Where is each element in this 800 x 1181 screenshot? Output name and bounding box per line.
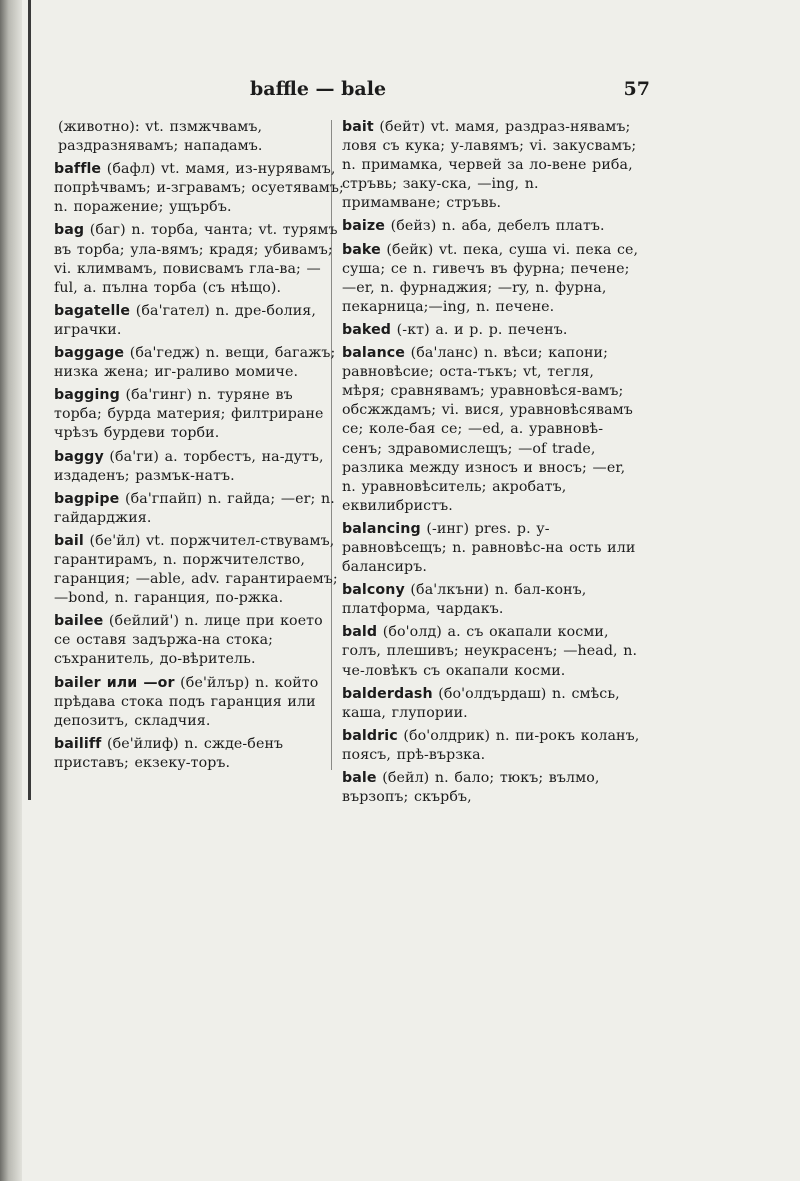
headword: bait <box>342 119 374 135</box>
headword: baldric <box>342 727 398 744</box>
dictionary-entry: bailee (бейлий') n. лице при което се оставя задържа-на стока; съхранитель, до-вѣритель. <box>54 613 323 668</box>
headword: bagatelle <box>54 302 131 319</box>
headword: balderdash <box>342 685 433 702</box>
headword: balance <box>342 345 405 362</box>
headword: baize <box>342 218 385 235</box>
headword: baggage <box>54 345 125 362</box>
headword: bagpipe <box>54 490 120 507</box>
dictionary-entry: baggage (ба'гедж) n. вещи, багажъ; низка жена; иг-раливо момиче. <box>54 345 336 381</box>
page-binding-shadow <box>0 0 22 1181</box>
dictionary-entry: bale (бейл) n. бало; тюкъ; вълмо, вързопъ; скърбъ, <box>342 770 600 806</box>
headword: baffle <box>54 161 102 178</box>
headword: bagging <box>54 387 120 404</box>
headword: baked <box>342 321 392 338</box>
dictionary-entry: bailer или —or (бе'йлър) n. който прѣдава стока подъ гаранция или депозитъ, складчия. <box>54 674 319 729</box>
headword: balancing <box>342 520 421 537</box>
dictionary-entry: balderdash (бо'олдърдаш) n. смѣсь, каша, глупории. <box>342 685 620 721</box>
headword: bail <box>54 532 84 549</box>
headword: bald <box>342 624 378 641</box>
headword: bailiff <box>54 735 102 752</box>
dictionary-entry: bake (бейк) vt. пека, суша vi. пека се, суша; се n. гивечъ въ фурна; печене; —er, n. фурнаджия; —ry, n. фурна, пекарница;—ing, n. печене. <box>342 241 639 315</box>
dictionary-entry: baggy (ба'ги) a. торбестъ, на-дутъ, издаденъ; размък-натъ. <box>54 448 324 484</box>
right-column <box>342 118 640 811</box>
dictionary-entry: bagpipe (ба'гпайп) n. гайда; —er; n. гайдарджия. <box>54 490 335 526</box>
headword: bailer или —or <box>54 674 175 691</box>
page-number: 57 <box>623 78 650 100</box>
dictionary-entry: bald (бо'олд) a. съ окапали косми, голъ, плешивъ; неукрасенъ; —head, n. че-ловѣкъ съ окапали косми. <box>342 624 638 679</box>
dictionary-entry: balance (ба'ланс) n. вѣси; капони; равновѣсие; оста-тъкъ; vt, тегля, мѣря; сравнявамъ; уравновѣся-вамъ; обсжждамъ; vi. вися, уравновѣсявамъ се; коле-бая се; —ed, a. уравновѣ-сенъ; здравомислещъ; —of trade, разлика между износъ и вносъ; —er, n. уравновѣситель; акробатъ, еквилибристъ. <box>342 345 633 514</box>
dictionary-entry: bailiff (бе'йлиф) n. сжде-бенъ приставъ; екзеку-торъ. <box>54 735 284 771</box>
dictionary-entry: (животно): vt. пзмжчвамъ, раздразнявамъ; нападамъ. <box>58 119 263 155</box>
headword: balcony <box>342 582 405 599</box>
headword: baggy <box>54 448 104 465</box>
dictionary-entry: bait (бейт) vt. мамя, раздраз-нявамъ; ловя съ кука; у-лавямъ; vi. закусвамъ; n. примамка, червей за ло-вене риба, стръвь; заку-ска, —ing, n. примамване; стръвь. <box>342 119 637 212</box>
headword: bake <box>342 241 381 258</box>
dictionary-entry: baldric (бо'олдрик) n. пи-рокъ коланъ, поясъ, прѣ-вързка. <box>342 727 640 763</box>
page-header <box>250 78 650 108</box>
dictionary-entry: balancing (-инг) pres. p. у-равновѣсещъ; n. равновѣс-на ость или балансиръ. <box>342 520 636 576</box>
dictionary-entry: bail (бе'йл) vt. поржчител-ствувамъ, гарантирамъ, n. поржчителство, гаранция; —able, adv. гарантираемъ; —bond, n. гаранция, по-ржка. <box>54 532 338 607</box>
gutter-rule <box>28 0 31 800</box>
dictionary-entry: baffle (бафл) vt. мамя, из-нурявамъ, попрѣчвамъ; и-згравамъ; осуетявамъ; n. поражение; ущърбъ. <box>54 161 344 216</box>
left-column <box>46 118 344 777</box>
headword: bag <box>54 222 85 239</box>
dictionary-entry: baked (-кт) a. и p. p. печенъ. <box>342 321 568 338</box>
dictionary-entry: bagging (ба'гинг) n. туряне въ торба; бурда материя; филтриране чрѣзъ бурдеви торби. <box>54 387 324 442</box>
headword: bailee <box>54 613 104 630</box>
running-head: baffle — bale <box>250 78 387 100</box>
dictionary-entry: balcony (ба'лкъни) n. бал-конъ, платформа, чардакъ. <box>342 582 587 618</box>
headword: bale <box>342 770 377 786</box>
dictionary-entry: bag (баг) n. торба, чанта; vt. турямъ въ торба; ула-вямъ; крадя; убивамъ; vi. климвамъ, повисвамъ гла-ва; —ful, a. пълна торба (съ нѣщо). <box>54 222 338 296</box>
dictionary-entry: bagatelle (ба'гател) n. дре-болия, играчки. <box>54 302 316 338</box>
dictionary-entry: baize (бейз) n. аба, дебелъ платъ. <box>342 218 605 235</box>
